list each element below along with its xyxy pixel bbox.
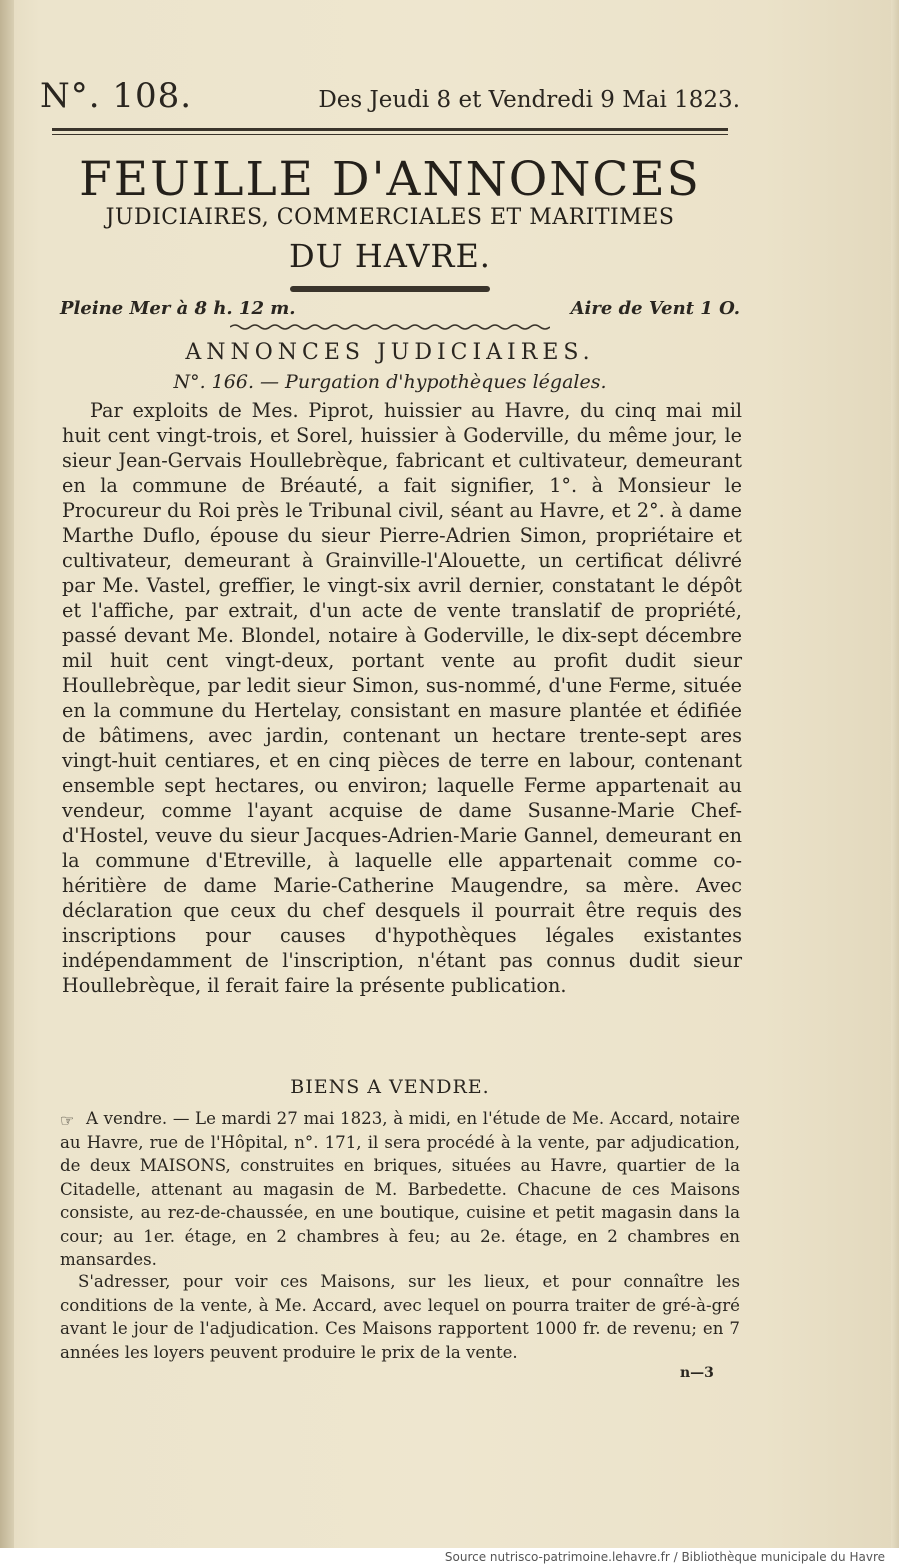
- section-title-sale: BIENS A VENDRE.: [290, 1076, 490, 1098]
- wavy-divider: [230, 323, 550, 331]
- tide-time: Pleine Mer à 8 h. 12 m.: [60, 298, 296, 319]
- header-rule-thin: [52, 134, 728, 135]
- issue-number: N°. 108.: [40, 76, 193, 116]
- signature-mark: n—3: [680, 1365, 714, 1381]
- masthead-subtitle: JUDICIAIRES, COMMERCIALES ET MARITIMES: [105, 205, 675, 230]
- header-rule-thick: [52, 128, 728, 131]
- section-title-judicial: ANNONCES JUDICIAIRES.: [185, 340, 595, 365]
- page-binding: [0, 0, 14, 1548]
- judicial-notice-text: Par exploits de Mes. Piprot, huissier au Havre, du cinq mai mil huit cent vingt-trois, et Sorel, huissier à Goderville, du même jour, le sieur Jean-Gervais Houllebrèque, fabricant et cultivateur, demeurant en la commune de Bréauté, a fait signifier, 1°. à Monsieur le Procureur du Roi près le Tribunal civil, séant au Havre, et 2°. à dame Marthe Duflo, épouse du sieur Pierre-Adrien Simon, propriétaire et cultivateur, demeurant à Grainville-l'Alouette, un certificat délivré par Me. Vastel, greffier, le vingt-six avril dernier, constatant le dépôt et l'affiche, par extrait, d'un acte de vente translatif de propriété, passé devant Me. Blondel, notaire à Goderville, le dix-sept décembre mil huit cent vingt-deux, portant vente au profit dudit sieur Houllebrèque, par ledit sieur Simon, sus-nommé, d'une Ferme, située en la commune du Hertelay, consistant en masure plantée et édifiée de bâtimens, avec jardin, contenant un hectare trente-sept ares vingt-huit centiares, et en cinq pièces de terre en labour, contenant ensemble sept hectares, ou environ; laquelle Ferme appartenait au vendeur, comme l'ayant acquise de dame Susanne-Marie Chef-d'Hostel, veuve du sieur Jacques-Adrien-Marie Gannel, demeurant en la commune d'Etreville, à laquelle elle appartenait comme co-héritière de dame Marie-Catherine Maugendre, sa mère. Avec déclaration que ceux du chef desquels il pourrait être requis des inscriptions pour causes d'hypothèques légales existantes indépendamment de l'inscription, n'étant pas connus dudit sieur Houllebrèque, il ferait faire la présente publication.: [62, 399, 742, 997]
- source-credit: Source nutrisco-patrimoine.lehavre.fr / Bibliothèque municipale du Havre: [444, 1550, 885, 1564]
- notice-subtitle: N°. 166. — Purgation d'hypothèques légales.: [173, 371, 607, 393]
- tide-line: [60, 298, 740, 319]
- wind-direction: Aire de Vent 1 O.: [570, 298, 740, 319]
- masthead-city: DU HAVRE.: [289, 237, 491, 275]
- issue-header: [40, 76, 740, 116]
- sale-notice-text: A vendre. — Le mardi 27 mai 1823, à midi, en l'étude de Me. Accard, notaire au Havre, rue de l'Hôpital, n°. 171, il sera procédé à la vente, par adjudication, de deux MAISONS, construites en briques, situées au Havre, quartier de la Citadelle, attenant au magasin de M. Barbedette. Chacune de ces Maisons consiste, au rez-de-chaussée, en une boutique, cuisine et petit magasin dans la cour; au 1er. étage, en 2 chambres à feu; au 2e. étage, en 2 chambres en mansardes.: [60, 1109, 740, 1269]
- masthead-title: FEUILLE D'ANNONCES: [79, 152, 701, 207]
- issue-date: Des Jeudi 8 et Vendredi 9 Mai 1823.: [318, 87, 740, 113]
- page-edge: [891, 0, 899, 1548]
- sale-contact-text: S'adresser, pour voir ces Maisons, sur les lieux, et pour connaître les conditions de la vente, à Me. Accard, avec lequel on pourra traiter de gré-à-gré avant le jour de l'adjudication. Ces Maisons rapportent 1000 fr. de revenu; en 7 années les loyers peuvent produire le prix de la vente.: [60, 1272, 740, 1362]
- pointing-hand-icon: ☞: [60, 1111, 75, 1130]
- masthead-ornament: [290, 286, 490, 292]
